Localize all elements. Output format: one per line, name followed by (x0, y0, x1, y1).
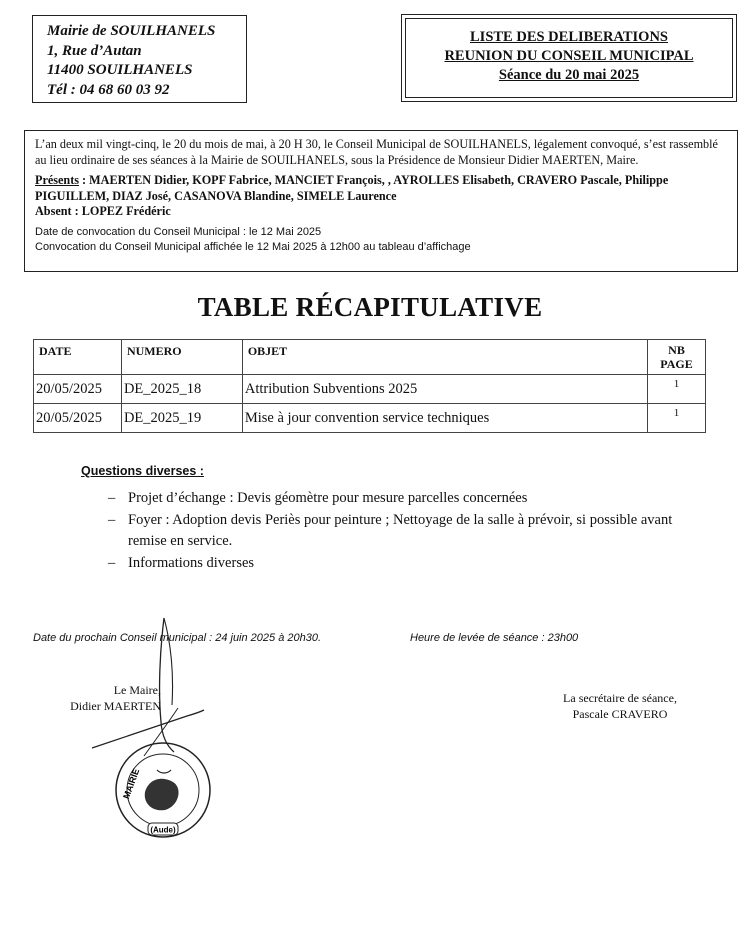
table-header-row (34, 340, 706, 375)
list-item (108, 488, 708, 510)
presents-names: : MAERTEN Didier, KOPF Fabrice, MANCIET François, , AYROLLES Elisabeth, CRAVERO Pascale, Philippe PIGUILLEM, DIAZ José, CASANOVA Blandine, SIMELE Laurence (35, 173, 669, 203)
header-date: DATE (34, 340, 122, 375)
header-numero: NUMERO (121, 340, 242, 375)
table-row (34, 404, 706, 433)
questions-list (108, 488, 708, 574)
intro-paragraph: L’an deux mil vingt-cinq, le 20 du mois de mai, à 20 H 30, le Conseil Municipal de SOUILHANELS, légalement convoqué, s’est rassemblé au lieu ordinaire de ses séances à la Mairie de SOUILHANELS, sous la Présidence de Monsieur Didier MAERTEN, Maire. (35, 137, 718, 167)
secretary-signature-block (540, 690, 700, 722)
cell-date: 20/05/2025 (34, 404, 122, 433)
stamp-bottom-text: (Aude) (150, 825, 176, 835)
header-objet: OBJET (242, 340, 647, 375)
header-nb: NB (668, 343, 685, 357)
cell-date: 20/05/2025 (34, 375, 122, 404)
header-session-date: Séance du 20 mai 2025 (498, 67, 640, 83)
mairie-name: Mairie de SOUILHANELS (47, 23, 216, 39)
cell-nb-page: 1 (648, 404, 706, 433)
list-item-text: Foyer : Adoption devis Periès pour peinture ; Nettoyage de la salle à prévoir, si possible avant remise en service. (128, 511, 673, 549)
secretary-name: Pascale CRAVERO (572, 707, 668, 721)
document-header-inner (405, 18, 733, 98)
list-item (108, 510, 708, 553)
list-item-text: Projet d’échange : Devis géomètre pour mesure parcelles concernées (128, 490, 528, 506)
questions-title: Questions diverses : (81, 464, 204, 478)
summary-table (33, 339, 706, 433)
mayor-name: Didier MAERTEN (70, 699, 161, 713)
presents-line (35, 173, 729, 204)
header-nb-page (648, 340, 706, 375)
cell-nb-page: 1 (648, 375, 706, 404)
mairie-phone: Tél : 04 68 60 03 92 (47, 81, 170, 98)
cell-numero: DE_2025_19 (121, 404, 242, 433)
mayor-signature-block (56, 682, 161, 714)
mairie-stamp-icon (113, 740, 213, 840)
table-title: TABLE RÉCAPITULATIVE (197, 292, 543, 322)
stamp-top-text: MAIRIE (121, 767, 142, 801)
secretary-title: La secrétaire de séance, (563, 691, 677, 705)
dash-bullet: – (108, 490, 116, 506)
mairie-street: 1, Rue d’Autan (47, 42, 142, 59)
header-subtitle: REUNION DU CONSEIL MUNICIPAL (444, 48, 694, 64)
absent-line: Absent : LOPEZ Frédéric (35, 204, 171, 218)
intro-box (24, 130, 738, 272)
cell-numero: DE_2025_18 (121, 375, 242, 404)
cell-objet: Mise à jour convention service techniques (242, 404, 647, 433)
presents-label: Présents (35, 173, 79, 187)
table-row (34, 375, 706, 404)
dash-bullet: – (108, 554, 116, 571)
list-item (108, 553, 708, 575)
session-end-time: Heure de levée de séance : 23h00 (410, 632, 579, 644)
list-item-text: Informations diverses (128, 554, 255, 571)
header-page: PAGE (660, 357, 693, 371)
convocation-affichage: Convocation du Conseil Municipal affichée le 12 Mai 2025 à 12h00 au tableau d’affichage (35, 240, 471, 253)
mairie-address-box (32, 15, 247, 103)
mayor-title: Le Maire, (113, 683, 161, 697)
cell-objet: Attribution Subventions 2025 (242, 375, 647, 404)
header-title: LISTE DES DELIBERATIONS (470, 29, 668, 45)
mairie-city: 11400 SOUILHANELS (47, 62, 193, 78)
convocation-date: Date de convocation du Conseil Municipal : le 12 Mai 2025 (35, 225, 322, 238)
document-header-box (401, 14, 737, 102)
next-council-date: Date du prochain Conseil municipal : 24 juin 2025 à 20h30. (33, 632, 322, 644)
dash-bullet: – (108, 511, 116, 528)
